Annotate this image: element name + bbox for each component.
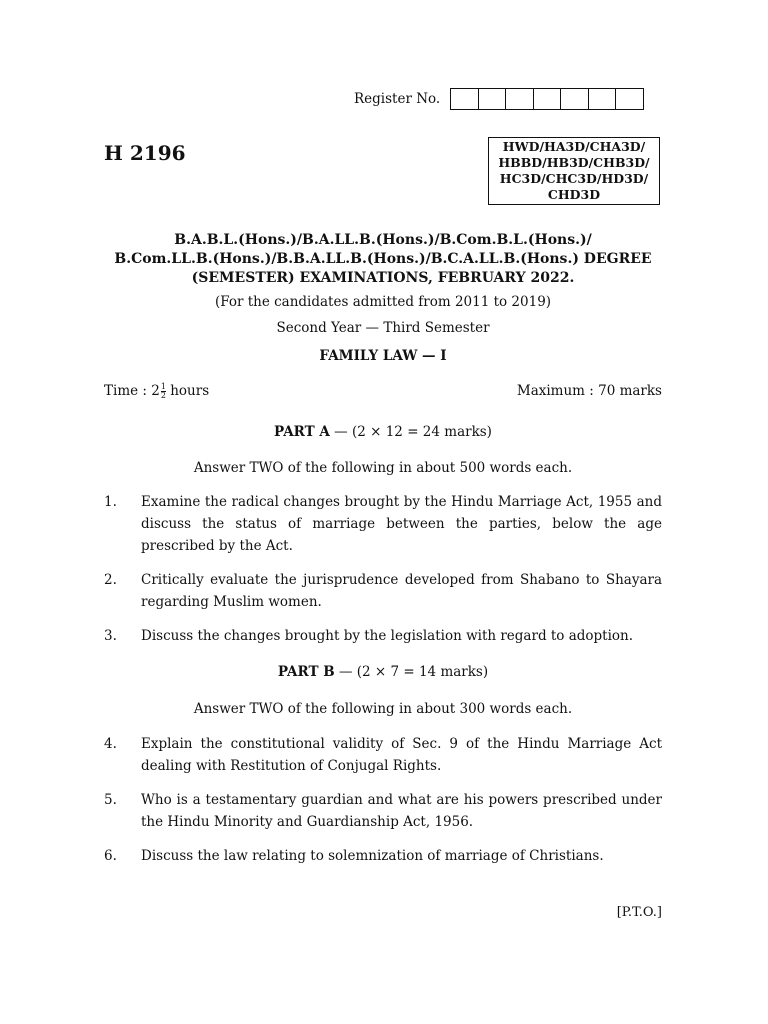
subject-code-line: CHD3D bbox=[547, 187, 601, 202]
paper-code: H 2196 bbox=[104, 141, 186, 165]
question-number: 6. bbox=[104, 848, 117, 864]
register-box bbox=[479, 89, 507, 109]
question-number: 2. bbox=[104, 572, 117, 588]
question bbox=[104, 625, 662, 647]
register-box bbox=[534, 89, 562, 109]
time-prefix: Time : 2 bbox=[104, 383, 160, 399]
please-turn-over: [P.T.O.] bbox=[616, 905, 662, 920]
register-box bbox=[616, 89, 643, 109]
part-a-marks: — (2 × 12 = 24 marks) bbox=[329, 424, 492, 440]
question-number: 4. bbox=[104, 736, 117, 752]
subject-code-line: HBBD/HB3D/CHB3D/ bbox=[498, 155, 650, 170]
register-box bbox=[451, 89, 479, 109]
fraction-numerator: 1 bbox=[160, 382, 166, 391]
question-number: 5. bbox=[104, 792, 117, 808]
part-a-title: PART A bbox=[274, 424, 330, 440]
degree-line: B.Com.LL.B.(Hons.)/B.B.A.LL.B.(Hons.)/B.C.A.LL.B.(Hons.) DEGREE bbox=[114, 251, 652, 267]
degree-line: (SEMESTER) EXAMINATIONS, FEBRUARY 2022. bbox=[191, 270, 575, 286]
register-box bbox=[506, 89, 534, 109]
part-a-instruction: Answer TWO of the following in about 500 words each. bbox=[193, 460, 573, 476]
subject-code-line: HWD/HA3D/CHA3D/ bbox=[502, 139, 646, 154]
degree-title bbox=[104, 231, 662, 288]
subject-code-line: HC3D/CHC3D/HD3D/ bbox=[499, 171, 649, 186]
question-text: Explain the constitutional validity of Sec. 9 of the Hindu Marriage Act dealing with Restitution of Conjugal Rights. bbox=[141, 736, 662, 774]
question bbox=[104, 789, 662, 833]
register-label: Register No. bbox=[354, 91, 441, 107]
register-number bbox=[354, 88, 644, 110]
question bbox=[104, 491, 662, 557]
register-boxes bbox=[450, 88, 644, 110]
part-b-marks: — (2 × 7 = 14 marks) bbox=[334, 664, 489, 680]
question-number: 1. bbox=[104, 494, 117, 510]
question-text: Who is a testamentary guardian and what are his powers prescribed under the Hindu Minority and Guardianship Act, 1956. bbox=[141, 792, 662, 830]
question-number: 3. bbox=[104, 628, 117, 644]
part-a-heading bbox=[104, 424, 662, 440]
fraction-denominator: 2 bbox=[160, 391, 166, 400]
maximum-marks: Maximum : 70 marks bbox=[516, 383, 662, 399]
question-text: Critically evaluate the jurisprudence developed from Shabano to Shayara regarding Muslim women. bbox=[141, 572, 662, 610]
exam-time bbox=[104, 383, 209, 400]
degree-line: B.A.B.L.(Hons.)/B.A.LL.B.(Hons.)/B.Com.B.L.(Hons.)/ bbox=[174, 232, 592, 248]
register-box bbox=[589, 89, 617, 109]
candidates-note: (For the candidates admitted from 2011 to 2019) bbox=[214, 294, 552, 310]
subject-codes-box bbox=[488, 137, 660, 205]
question bbox=[104, 569, 662, 613]
question bbox=[104, 845, 662, 867]
register-box bbox=[561, 89, 589, 109]
part-b-instruction: Answer TWO of the following in about 300 words each. bbox=[193, 701, 573, 717]
year-semester: Second Year — Third Semester bbox=[276, 320, 490, 336]
part-b-heading bbox=[104, 664, 662, 680]
subject-title: FAMILY LAW — I bbox=[319, 348, 447, 364]
time-suffix: hours bbox=[165, 383, 210, 399]
question-text: Examine the radical changes brought by the Hindu Marriage Act, 1955 and discuss the status of marriage between the parties, below the age prescribed by the Act. bbox=[141, 494, 662, 554]
question-text: Discuss the changes brought by the legislation with regard to adoption. bbox=[141, 628, 634, 644]
part-b-title: PART B bbox=[277, 664, 335, 680]
question-text: Discuss the law relating to solemnization of marriage of Christians. bbox=[141, 848, 604, 864]
question bbox=[104, 733, 662, 777]
